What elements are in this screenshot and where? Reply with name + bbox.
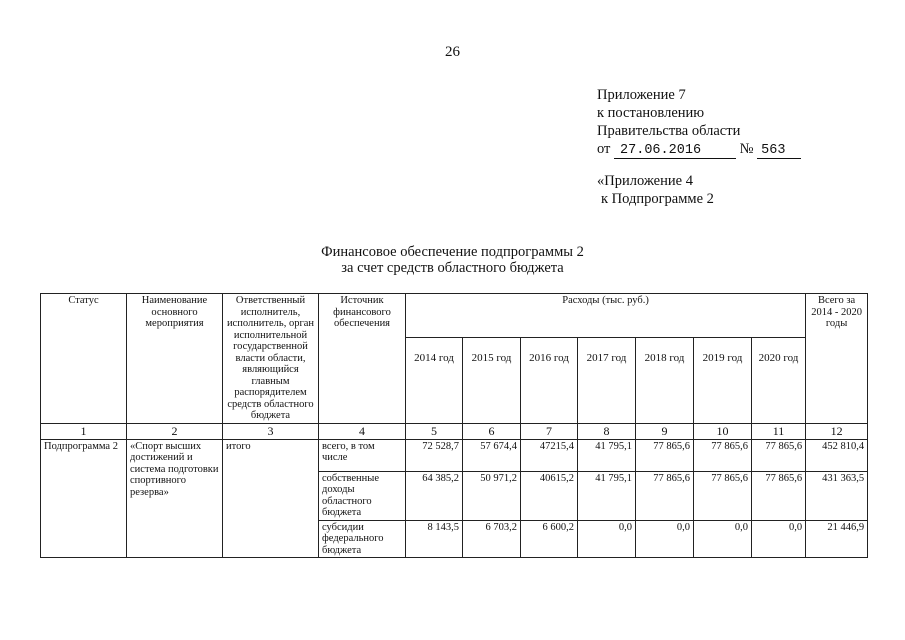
column-number: 8: [578, 423, 636, 439]
header-year: 2019 год: [694, 338, 752, 423]
column-number: 7: [521, 423, 578, 439]
title-line-2: за счет средств областного бюджета: [341, 260, 564, 276]
column-number: 12: [806, 423, 868, 439]
table-row: [41, 439, 868, 471]
name-cell: «Спорт высших достижений и система подготовки спортивного резерва»: [127, 439, 223, 558]
value-cell: 6 600,2: [521, 520, 578, 558]
appendix-line-2: к постановлению: [597, 105, 705, 121]
total-cell: 431 363,5: [806, 471, 868, 520]
value-cell: 77 865,6: [694, 439, 752, 471]
header-total: Всего за 2014 - 2020 годы: [806, 294, 868, 424]
appendix-block: [597, 86, 801, 159]
header-executor: Ответственный исполнитель, исполнитель, орган исполнительной государственной власти области, являющийся главным распорядителем средств областного бюджета: [223, 294, 319, 424]
column-number: 11: [752, 423, 806, 439]
value-cell: 72 528,7: [406, 439, 463, 471]
appendix-sub-line-2: к Подпрограмме 2: [601, 191, 714, 207]
appendix-date-line: [597, 140, 801, 159]
total-cell: 452 810,4: [806, 439, 868, 471]
value-cell: 77 865,6: [694, 471, 752, 520]
decree-number: 563: [757, 143, 801, 159]
value-cell: 77 865,6: [636, 471, 694, 520]
appendix-sub-block: [597, 172, 714, 208]
value-cell: 40615,2: [521, 471, 578, 520]
column-number: 10: [694, 423, 752, 439]
column-number: 9: [636, 423, 694, 439]
value-cell: 41 795,1: [578, 471, 636, 520]
value-cell: 0,0: [578, 520, 636, 558]
header-year: 2014 год: [406, 338, 463, 423]
column-numbers-row: [41, 423, 868, 439]
header-year: 2018 год: [636, 338, 694, 423]
appendix-line-1: Приложение 7: [597, 87, 686, 103]
appendix-line-3: Правительства области: [597, 123, 741, 139]
header-row: [41, 294, 868, 338]
header-status: Статус: [41, 294, 127, 424]
status-cell: Подпрограмма 2: [41, 439, 127, 558]
number-label: №: [739, 141, 754, 157]
value-cell: 47215,4: [521, 439, 578, 471]
value-cell: 0,0: [636, 520, 694, 558]
column-number: 2: [127, 423, 223, 439]
executor-cell: итого: [223, 439, 319, 558]
value-cell: 77 865,6: [752, 471, 806, 520]
column-number: 6: [463, 423, 521, 439]
value-cell: 77 865,6: [636, 439, 694, 471]
title-line-1: Финансовое обеспечение подпрограммы 2: [321, 244, 584, 260]
value-cell: 0,0: [694, 520, 752, 558]
source-cell: всего, в том числе: [319, 439, 406, 471]
value-cell: 77 865,6: [752, 439, 806, 471]
value-cell: 0,0: [752, 520, 806, 558]
header-source: Источник финансового обеспечения: [319, 294, 406, 424]
value-cell: 41 795,1: [578, 439, 636, 471]
source-cell: собственные доходы областного бюджета: [319, 471, 406, 520]
value-cell: 8 143,5: [406, 520, 463, 558]
header-expenses: Расходы (тыс. руб.): [406, 294, 806, 338]
from-label: от: [597, 141, 611, 157]
column-number: 3: [223, 423, 319, 439]
value-cell: 50 971,2: [463, 471, 521, 520]
financing-table: [40, 293, 868, 558]
value-cell: 57 674,4: [463, 439, 521, 471]
column-number: 5: [406, 423, 463, 439]
value-cell: 6 703,2: [463, 520, 521, 558]
column-number: 4: [319, 423, 406, 439]
header-year: 2020 год: [752, 338, 806, 423]
header-year: 2017 год: [578, 338, 636, 423]
total-cell: 21 446,9: [806, 520, 868, 558]
header-year: 2015 год: [463, 338, 521, 423]
appendix-sub-line-1: «Приложение 4: [597, 173, 693, 189]
page-number: 26: [445, 44, 460, 60]
document-title: [0, 244, 905, 276]
header-year: 2016 год: [521, 338, 578, 423]
source-cell: субсидии федерального бюджета: [319, 520, 406, 558]
decree-date: 27.06.2016: [614, 143, 736, 159]
value-cell: 64 385,2: [406, 471, 463, 520]
column-number: 1: [41, 423, 127, 439]
header-name: Наименование основного мероприятия: [127, 294, 223, 424]
